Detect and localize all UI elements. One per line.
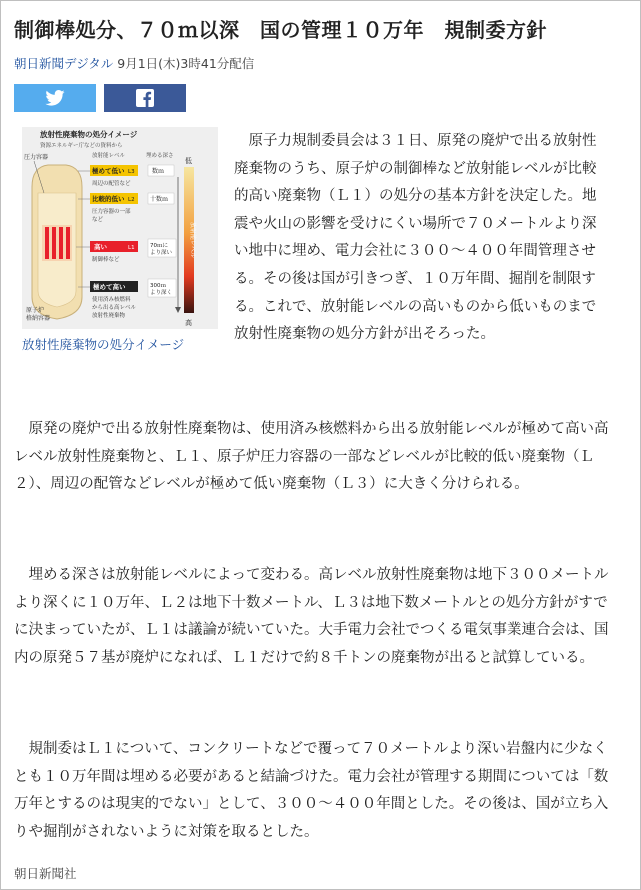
article-paragraph-3: 埋める深さは放射能レベルによって変わる。高レベル放射性廃棄物は地下３００メートルより深くに１０万年、Ｌ２は地下十数メートル、Ｌ３は地下数メートルとの処分方針がすでに決まっていたが、Ｌ１は議論が続いていた。大手電力会社でつくる電気事業連合会は、国内の原発５７基が廃炉になれば、Ｌ１だけで約８千トンの廃棄物が出ると試算している。 (14, 567, 609, 666)
article-paragraph-2: 原発の廃炉で出る放射性廃棄物は、使用済み核燃料から出る放射能レベルが極めて高い高レベル放射性廃棄物と、Ｌ１、原子炉圧力容器の一部などレベルが比較的低い廃棄物（Ｌ２）、周辺の配管などレベルが極めて低い廃棄物（Ｌ３）に大きく分けられる。 (14, 421, 609, 493)
row-l2-desc1: 圧力容器の一部 (92, 209, 131, 215)
control-rod-4 (66, 227, 70, 259)
row-l1-desc: 制御棒など (92, 257, 120, 263)
article-footer-source: 朝日新聞社 (14, 866, 77, 881)
row-high-depth1: 300ｍ (150, 283, 166, 289)
row-l3-depth: 数ｍ (152, 168, 165, 175)
article-paragraph-4: 規制委はＬ１について、コンクリートなどで覆って７０メートルより深い岩盤内に少なくとも１０万年間は埋める必要があると結論づけた。電力会社が管理する期間については「数万年とするのは現実的でない」として、３００～４００年間とした。その後は、国が立ち入りや掘削がされないように対策を取るとした。 (14, 741, 609, 840)
row-high-desc3: 放射性廃棄物 (92, 313, 126, 319)
figure-caption[interactable]: 放射性廃棄物の処分イメージ (22, 337, 185, 352)
article-headline: 制御棒処分、７０ｍ以深 国の管理１０万年 規制委方針 (14, 18, 547, 42)
source-link[interactable]: 朝日新聞デジタル (14, 56, 114, 71)
row-l3-desc: 周辺の配管など (92, 181, 131, 187)
twitter-bird-icon (45, 90, 65, 106)
depth-header: 埋める深さ (146, 153, 174, 159)
control-rod-2 (52, 227, 56, 259)
row-l3-tag: L3 (128, 169, 135, 175)
row-high-desc2: から出る高レベル (92, 305, 137, 311)
row-l1-level: 高い (94, 243, 107, 251)
control-rod-1 (45, 227, 49, 259)
row-l1-depth1: 70ｍに (150, 243, 168, 249)
level-low-label: 低 (185, 157, 192, 165)
twitter-share-button[interactable] (14, 84, 96, 112)
facebook-share-button[interactable] (104, 84, 186, 112)
vessel-label: 圧力容器 (24, 154, 49, 161)
row-l2-level: 比較的低い (92, 195, 125, 203)
level-high-label: 高 (185, 319, 192, 327)
waste-disposal-figure (22, 127, 218, 329)
row-high-desc1: 使用済み核燃料 (92, 297, 131, 303)
control-rod-3 (59, 227, 63, 259)
row-l1-tag: L1 (128, 245, 135, 251)
article-lead-paragraph: 原子力規制委員会は３１日、原発の廃炉で出る放射性廃棄物のうち、原子炉の制御棒など放射能レベルが比較的高い廃棄物（Ｌ１）の処分の基本方針を決定した。地震や火山の影響を受けにくい場所で７０メートルより深い地中に埋め、電力会社に３００～４００年間管理させる。その後は国が引きつぎ、１０万年間、掘削を制限する。これで、放射能レベルの高いものから低いものまで放射性廃棄物の処分方針が出そろった。 (234, 133, 597, 343)
publish-date: 9月1日(木)3時41分配信 (117, 56, 255, 71)
row-l3-level: 極めて低い (92, 167, 125, 175)
row-high-level: 極めて高い (93, 283, 126, 291)
row-high-depth2: より深く (150, 290, 173, 296)
core-label-2: 格納容器 (26, 315, 51, 322)
row-l1-depth2: より深い (150, 250, 173, 256)
row-l2-desc2: など (92, 217, 104, 223)
row-l2-depth: 十数ｍ (150, 196, 169, 203)
level-header: 放射能レベル (92, 153, 126, 159)
figure-note: 資源エネルギー庁などの資料から (40, 143, 123, 149)
level-axis-label: 放射能レベル (189, 222, 196, 259)
facebook-f-icon (136, 89, 154, 107)
figure-title: 放射性廃棄物の処分イメージ (40, 130, 138, 139)
byline (14, 54, 254, 72)
row-l2-tag: L2 (128, 197, 135, 203)
core-label-1: 原子炉 (26, 307, 45, 314)
